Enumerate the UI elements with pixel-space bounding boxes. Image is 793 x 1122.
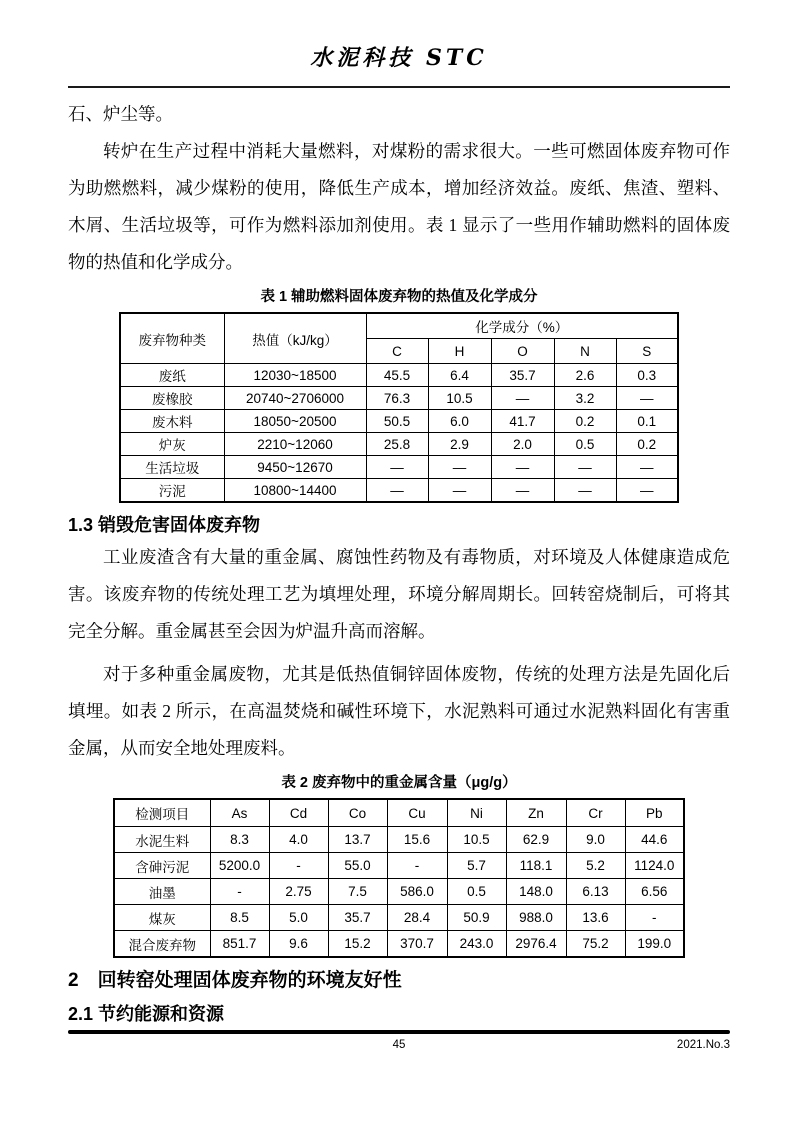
value-cell: - bbox=[625, 905, 684, 931]
value-cell: 8.5 bbox=[210, 905, 269, 931]
value-cell: 1124.0 bbox=[625, 853, 684, 879]
value-cell: 0.5 bbox=[554, 433, 616, 456]
column-header-n: N bbox=[554, 339, 616, 364]
value-cell: 13.6 bbox=[566, 905, 625, 931]
row-label-cell: 油墨 bbox=[114, 879, 210, 905]
value-cell: 3.2 bbox=[554, 387, 616, 410]
value-cell: — bbox=[491, 456, 554, 479]
journal-title: 水泥科技 STC bbox=[310, 45, 488, 71]
issue-number: 2021.No.3 bbox=[676, 1039, 730, 1051]
column-header-c: C bbox=[366, 339, 428, 364]
value-cell: 41.7 bbox=[491, 410, 554, 433]
value-cell: 0.3 bbox=[616, 364, 678, 387]
value-cell: 5200.0 bbox=[210, 853, 269, 879]
value-cell: 25.8 bbox=[366, 433, 428, 456]
value-cell: 62.9 bbox=[506, 827, 566, 853]
value-cell: 2.6 bbox=[554, 364, 616, 387]
value-cell: - bbox=[210, 879, 269, 905]
value-cell: 0.1 bbox=[616, 410, 678, 433]
table-row bbox=[120, 433, 678, 456]
value-cell: 6.0 bbox=[428, 410, 491, 433]
fuel-waste-table bbox=[119, 312, 679, 503]
value-cell: 15.6 bbox=[387, 827, 447, 853]
page-number: 45 bbox=[392, 1039, 406, 1051]
fuel-waste-table-head bbox=[120, 313, 678, 364]
table-row bbox=[114, 879, 684, 905]
value-cell: — bbox=[491, 387, 554, 410]
value-cell: — bbox=[554, 479, 616, 503]
table1-caption: 表 1 辅助燃料固体废弃物的热值及化学成分 bbox=[260, 289, 538, 305]
value-cell: 988.0 bbox=[506, 905, 566, 931]
table-row bbox=[114, 827, 684, 853]
value-cell: — bbox=[491, 479, 554, 503]
paragraph-fuel-additive: 转炉在生产过程中消耗大量燃料，对煤粉的需求很大。一些可燃固体废弃物可作为助燃燃料，减少煤粉的使用，降低生产成本，增加经济效益。废纸、焦渣、塑料、木屑、生活垃圾等，可作为燃料添加剂使用。表 1 显示了一些用作辅助燃料的固体废物的热值和化学成分。 bbox=[68, 141, 730, 272]
column-header-zn: Zn bbox=[506, 799, 566, 827]
value-cell: 5.0 bbox=[269, 905, 328, 931]
value-cell: — bbox=[616, 387, 678, 410]
value-cell: 75.2 bbox=[566, 931, 625, 958]
value-cell: - bbox=[269, 853, 328, 879]
section-heading-2-1: 2.1 节约能源和资源 bbox=[68, 1004, 225, 1024]
row-label-cell: 水泥生料 bbox=[114, 827, 210, 853]
footer-row bbox=[68, 1038, 730, 1053]
table2-caption: 表 2 废弃物中的重金属含量（μg/g） bbox=[281, 775, 517, 791]
page-footer bbox=[68, 1030, 730, 1053]
value-cell: 44.6 bbox=[625, 827, 684, 853]
row-label-cell: 污泥 bbox=[120, 479, 224, 503]
value-cell: 2210~12060 bbox=[224, 433, 366, 456]
value-cell: — bbox=[616, 479, 678, 503]
table-row bbox=[120, 387, 678, 410]
table-row bbox=[120, 364, 678, 387]
value-cell: 199.0 bbox=[625, 931, 684, 958]
value-cell: 243.0 bbox=[447, 931, 506, 958]
table-row bbox=[114, 853, 684, 879]
column-header-o: O bbox=[491, 339, 554, 364]
column-header-h: H bbox=[428, 339, 491, 364]
value-cell: 0.2 bbox=[554, 410, 616, 433]
column-header-waste-type: 废弃物种类 bbox=[120, 313, 224, 364]
value-cell: 9.6 bbox=[269, 931, 328, 958]
value-cell: 2.0 bbox=[491, 433, 554, 456]
value-cell: 9450~12670 bbox=[224, 456, 366, 479]
value-cell: 35.7 bbox=[328, 905, 387, 931]
value-cell: 851.7 bbox=[210, 931, 269, 958]
value-cell: 35.7 bbox=[491, 364, 554, 387]
value-cell: 370.7 bbox=[387, 931, 447, 958]
row-label-cell: 煤灰 bbox=[114, 905, 210, 931]
row-label-cell: 生活垃圾 bbox=[120, 456, 224, 479]
value-cell: - bbox=[387, 853, 447, 879]
value-cell: 55.0 bbox=[328, 853, 387, 879]
fuel-waste-table-body bbox=[120, 364, 678, 503]
value-cell: 118.1 bbox=[506, 853, 566, 879]
column-header-s: S bbox=[616, 339, 678, 364]
heavy-metal-table-body bbox=[114, 827, 684, 958]
table-head-row bbox=[120, 313, 678, 339]
row-label-cell: 废木料 bbox=[120, 410, 224, 433]
table-row bbox=[114, 905, 684, 931]
value-cell: 4.0 bbox=[269, 827, 328, 853]
continuation-text: 石、炉尘等。 bbox=[68, 104, 173, 124]
value-cell: — bbox=[366, 479, 428, 503]
value-cell: 2.75 bbox=[269, 879, 328, 905]
value-cell: 0.5 bbox=[447, 879, 506, 905]
value-cell: 586.0 bbox=[387, 879, 447, 905]
value-cell: 50.9 bbox=[447, 905, 506, 931]
value-cell: 15.2 bbox=[328, 931, 387, 958]
value-cell: 13.7 bbox=[328, 827, 387, 853]
value-cell: 10.5 bbox=[428, 387, 491, 410]
paragraph-heavy-metal: 对于多种重金属废物，尤其是低热值铜锌固体废物，传统的处理方法是先固化后填埋。如表 2 所示，在高温焚烧和碱性环境下，水泥熟料可通过水泥熟料固化有害重金属，从而安全地处理废料。 bbox=[68, 664, 730, 758]
value-cell: 76.3 bbox=[366, 387, 428, 410]
value-cell: 45.5 bbox=[366, 364, 428, 387]
column-header-as: As bbox=[210, 799, 269, 827]
table-row bbox=[120, 456, 678, 479]
paragraph-hazardous-waste: 工业废渣含有大量的重金属、腐蚀性药物及有毒物质，对环境及人体健康造成危害。该废弃物的传统处理工艺为填埋处理，环境分解周期长。回转窑烧制后，可将其完全分解。重金属甚至会因为炉温升高而溶解。 bbox=[68, 547, 730, 641]
table-head-row bbox=[114, 799, 684, 827]
value-cell: 7.5 bbox=[328, 879, 387, 905]
value-cell: — bbox=[366, 456, 428, 479]
value-cell: 6.56 bbox=[625, 879, 684, 905]
column-group-chemical-composition: 化学成分（%） bbox=[366, 313, 678, 339]
value-cell: 28.4 bbox=[387, 905, 447, 931]
value-cell: 8.3 bbox=[210, 827, 269, 853]
value-cell: 18050~20500 bbox=[224, 410, 366, 433]
row-label-cell: 混合废弃物 bbox=[114, 931, 210, 958]
value-cell: 0.2 bbox=[616, 433, 678, 456]
column-header-cu: Cu bbox=[387, 799, 447, 827]
column-header-pb: Pb bbox=[625, 799, 684, 827]
column-header-test-item: 检测项目 bbox=[114, 799, 210, 827]
heavy-metal-table-head bbox=[114, 799, 684, 827]
table-row bbox=[120, 410, 678, 433]
header-rule bbox=[68, 86, 730, 88]
row-label-cell: 废纸 bbox=[120, 364, 224, 387]
value-cell: 148.0 bbox=[506, 879, 566, 905]
value-cell: 2.9 bbox=[428, 433, 491, 456]
value-cell: — bbox=[554, 456, 616, 479]
column-header-heat-value: 热值（kJ/kg） bbox=[224, 313, 366, 364]
value-cell: 20740~2706000 bbox=[224, 387, 366, 410]
value-cell: 12030~18500 bbox=[224, 364, 366, 387]
value-cell: 50.5 bbox=[366, 410, 428, 433]
value-cell: 2976.4 bbox=[506, 931, 566, 958]
column-header-cr: Cr bbox=[566, 799, 625, 827]
value-cell: 5.7 bbox=[447, 853, 506, 879]
row-label-cell: 废橡胶 bbox=[120, 387, 224, 410]
row-label-cell: 含砷污泥 bbox=[114, 853, 210, 879]
footer-rule bbox=[68, 1030, 730, 1034]
section-heading-2: 2 回转窑处理固体废弃物的环境友好性 bbox=[68, 970, 402, 991]
table-row bbox=[120, 479, 678, 503]
value-cell: — bbox=[428, 456, 491, 479]
value-cell: 10800~14400 bbox=[224, 479, 366, 503]
column-header-co: Co bbox=[328, 799, 387, 827]
value-cell: 9.0 bbox=[566, 827, 625, 853]
column-header-ni: Ni bbox=[447, 799, 506, 827]
row-label-cell: 炉灰 bbox=[120, 433, 224, 456]
value-cell: 6.13 bbox=[566, 879, 625, 905]
column-header-cd: Cd bbox=[269, 799, 328, 827]
value-cell: 6.4 bbox=[428, 364, 491, 387]
heavy-metal-table bbox=[113, 798, 685, 958]
value-cell: 5.2 bbox=[566, 853, 625, 879]
section-heading-1-3: 1.3 销毁危害固体废弃物 bbox=[68, 515, 261, 535]
value-cell: 10.5 bbox=[447, 827, 506, 853]
table-row bbox=[114, 931, 684, 958]
value-cell: — bbox=[428, 479, 491, 503]
value-cell: — bbox=[616, 456, 678, 479]
